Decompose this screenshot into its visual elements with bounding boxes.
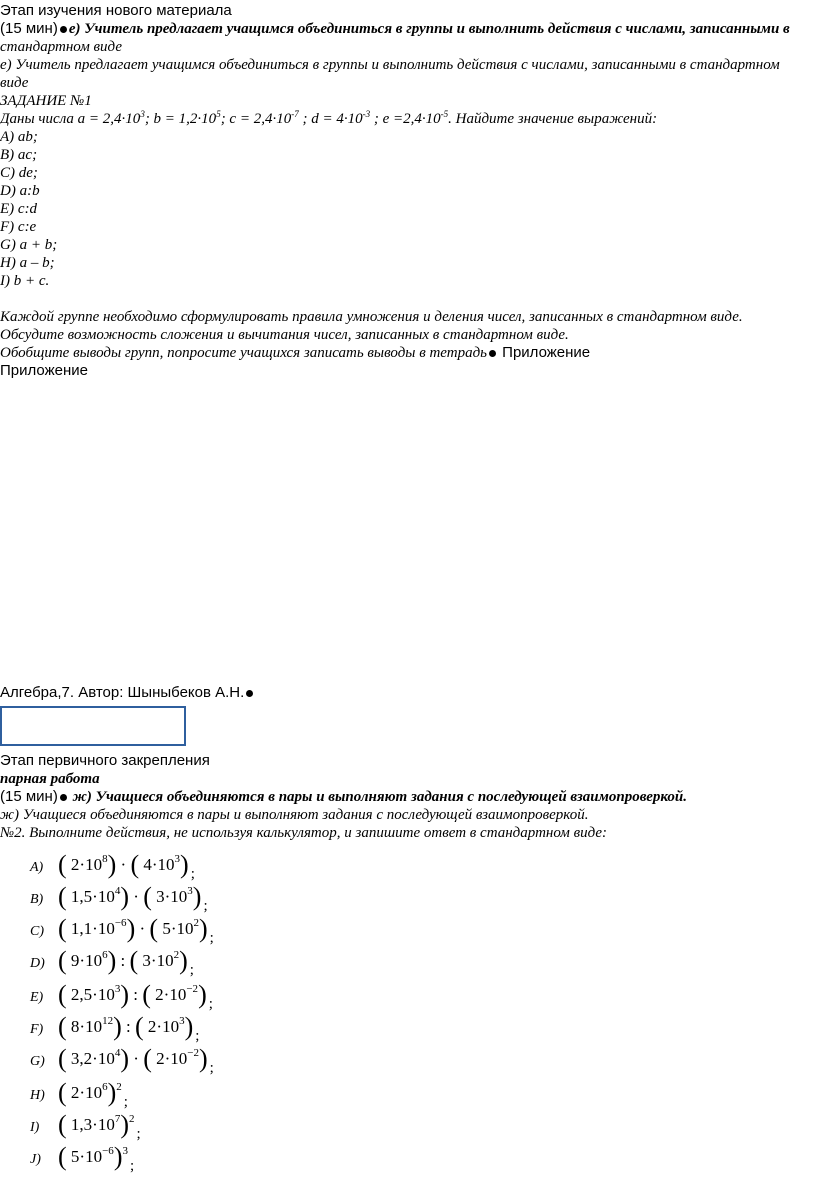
formula-end: ; (209, 930, 214, 946)
formula-factor: ( $9\cdot 10^6$) (58, 946, 117, 975)
formula-operator: : (129, 985, 143, 1004)
formula-expression (58, 850, 195, 883)
formula-label: D) (30, 956, 45, 971)
task2-title: №2. Выполните действия, не используя калькулятор, и запишите ответ в стандартном виде: (0, 825, 608, 841)
formula-end: ; (129, 1158, 135, 1174)
time-label: (15 мин) (0, 20, 58, 37)
formula-end: ; (123, 1094, 128, 1110)
formula-expression (58, 980, 213, 1013)
section-title: Этап изучения нового материала (0, 2, 232, 19)
formula-expression (58, 1012, 199, 1045)
formula-factor: ( $2\cdot 10^{-2}$) (143, 1044, 208, 1073)
formula-factor: ( $2\cdot 10^3$) (135, 1012, 194, 1041)
formula-power: 2 (116, 1081, 122, 1093)
section2-task-repeat: ж) Учащиеся объединяются в пары и выполняют задания с последующей взаимопроверкой. (0, 807, 589, 823)
task-bold: ж) Учащиеся объединяются в пары и выполняют задания с последующей взаимопроверкой. (68, 789, 688, 805)
formula-label: A) (30, 860, 44, 875)
assignment-title: ЗАДАНИЕ №1 (0, 93, 92, 109)
formula-factor: ( $2\cdot 10^6$) (58, 1078, 117, 1107)
item-d: D) a:b (0, 183, 40, 199)
section2-title: Этап первичного закрепления (0, 752, 210, 769)
formula-expression (58, 1044, 214, 1077)
section2-task-line (0, 788, 687, 806)
formula-end: ; (208, 996, 213, 1012)
appendix-link[interactable]: Приложение (0, 362, 88, 379)
formula-factor: ( $8\cdot 10^{12}$) (58, 1012, 122, 1041)
given-numbers: Даны числа $a = 2,4\cdot 10^3$; $b = 1,2\cdot 10^5$; $c = 2,4\cdot 10^{-7}$ ; $d = 4\cdot 10^{-3}$ ; $e =2,4\cdot 10^{-5}$. Найдите значение выражений: (0, 109, 658, 127)
formula-operator: · (129, 1049, 144, 1068)
formula-expression (58, 1110, 141, 1143)
formula-expression (58, 882, 208, 915)
task-repeat-cont: виде (0, 75, 29, 91)
bullet-icon (60, 26, 67, 33)
formula-factor: ( $5\cdot 10^{-6}$) (58, 1142, 123, 1171)
formula-label: I) (30, 1120, 40, 1135)
formula-operator: · (116, 855, 131, 874)
formula-operator: : (116, 951, 130, 970)
formula-factor: ( $4\cdot 10^3$) (130, 850, 189, 879)
item-g: G) a + b; (0, 237, 58, 253)
formula-factor: ( $1,5\cdot 10^4$) (58, 882, 130, 911)
item-c: C) de; (0, 165, 38, 181)
formula-expression (58, 1142, 134, 1175)
section2-subtitle: парная работа (0, 771, 100, 787)
formula-label: C) (30, 924, 44, 939)
formula-power: 2 (129, 1113, 135, 1125)
item-f: F) c:e (0, 219, 37, 235)
formula-end: ; (209, 1060, 214, 1076)
section-task-line (0, 20, 790, 38)
formula-label: F) (30, 1022, 44, 1037)
formula-end: ; (203, 898, 208, 914)
formula-label: G) (30, 1054, 45, 1069)
formula-factor: ( $1,1\cdot 10^{-6}$) (58, 914, 136, 943)
formula-factor: ( $1,3\cdot 10^7$) (58, 1110, 130, 1139)
formula-end: ; (190, 866, 195, 882)
task-bold-cont: стандартном виде (0, 39, 122, 55)
formula-operator: · (135, 919, 150, 938)
formula-label: B) (30, 892, 44, 907)
item-h: H) a – b; (0, 255, 55, 271)
bullet-icon (246, 690, 253, 697)
formula-end: ; (195, 1028, 200, 1044)
item-e: E) c:d (0, 201, 38, 217)
task-bold: е) Учитель предлагает учащимся объединиться в группы и выполнить действия с числами, записанными в (68, 21, 790, 37)
formula-operator: : (121, 1017, 135, 1036)
task-repeat: е) Учитель предлагает учащимся объединиться в группы и выполнить действия с числами, записанными в стандартном (0, 57, 780, 73)
formula-factor: ( $2,5\cdot 10^3$) (58, 980, 130, 1009)
author-line: Алгебра,7. Автор: Шыныбеков А.Н. (0, 684, 255, 702)
appendix-link[interactable]: Приложение (498, 344, 591, 361)
item-a: A) ab; (0, 129, 38, 145)
formula-end: ; (189, 962, 194, 978)
item-i: I) b + c. (0, 273, 50, 289)
formula-factor: ( $3\cdot 10^2$) (129, 946, 188, 975)
formula-label: H) (30, 1088, 45, 1103)
formula-expression (58, 1078, 128, 1111)
paragraph-summary: Обобщите выводы групп, попросите учащихся записать выводы в тетрадь Приложение (0, 344, 591, 361)
bullet-icon (489, 350, 496, 357)
formula-label: E) (30, 990, 44, 1005)
formula-end: ; (136, 1126, 141, 1142)
paragraph-rules: Каждой группе необходимо сформулировать правила умножения и деления чисел, записанных в стандартном виде. (0, 309, 743, 325)
item-b: B) ac; (0, 147, 38, 163)
bullet-icon (60, 794, 67, 801)
formula-factor: ( $5\cdot 10^2$) (149, 914, 208, 943)
formula-expression (58, 946, 194, 979)
formula-operator: · (129, 887, 144, 906)
time-label: (15 мин) (0, 788, 58, 805)
formula-factor: ( $2\cdot 10^{-2}$) (142, 980, 207, 1009)
paragraph-discuss: Обсудите возможность сложения и вычитания чисел, записанных в стандартном виде. (0, 327, 569, 343)
formula-factor: ( $3,2\cdot 10^4$) (58, 1044, 130, 1073)
empty-frame (0, 706, 186, 746)
formula-label: J) (30, 1152, 41, 1167)
formula-power: 3 (122, 1145, 128, 1157)
formula-expression (58, 914, 214, 947)
formula-factor: ( $3\cdot 10^3$) (143, 882, 202, 911)
formula-factor: ( $2\cdot 10^8$) (58, 850, 117, 879)
